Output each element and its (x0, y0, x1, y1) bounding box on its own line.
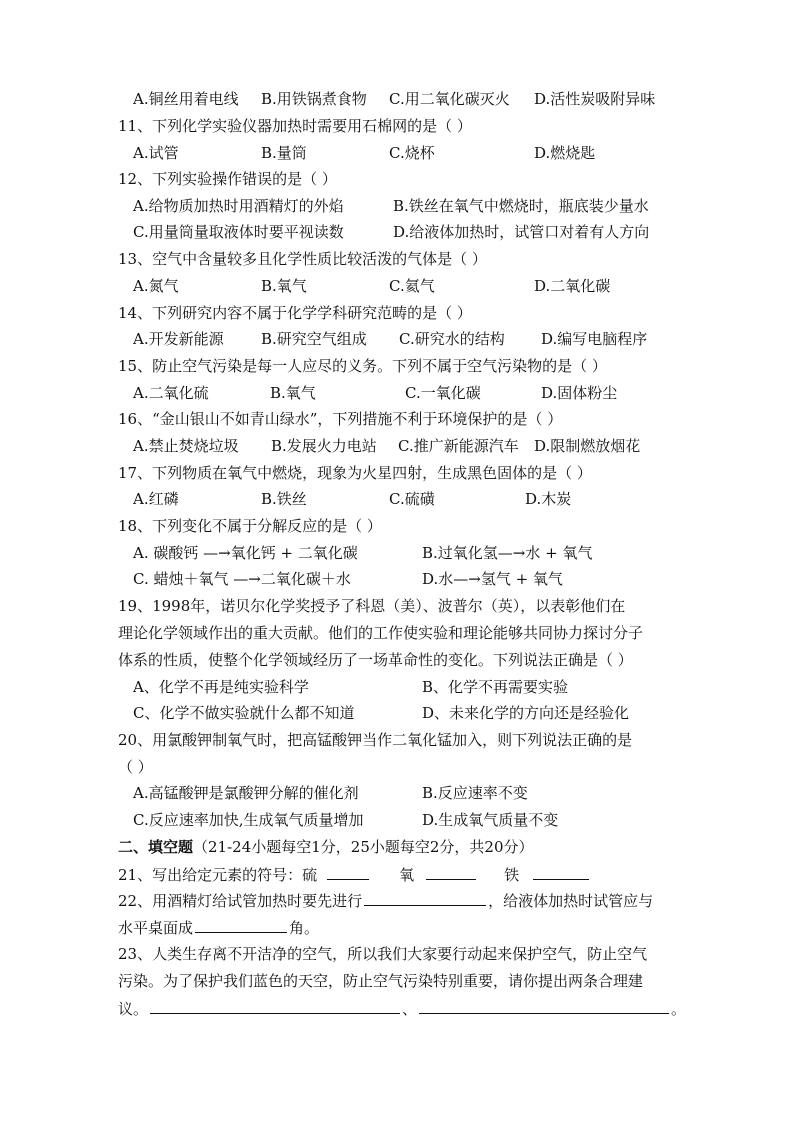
q19-option-c: C、化学不做实验就什么都不知道 (133, 704, 355, 722)
q14-option-c: C.研究水的结构 (399, 330, 505, 348)
section-2-note: （21-24小题每空1分，25小题每空2分，共20分） (193, 838, 534, 856)
q23-line-1: 23、人类生存离不开洁净的空气，所以我们大家要行动起来保护空气，防止空气 (118, 945, 648, 963)
q20-line-1: 20、用氯酸钾制氧气时，把高锰酸钾当作二氧化锰加入，则下列说法正确的是 (118, 731, 633, 749)
q16-option-d: D.限制燃放烟花 (534, 437, 641, 455)
q15-option-a: A.二氧化硫 (133, 384, 209, 402)
q12-option-c: C.用量筒量取液体时要平视读数 (133, 223, 344, 241)
q13-option-a: A.氮气 (133, 277, 179, 295)
section-2-title: 二、填空题 (118, 838, 194, 856)
q20-option-c: C.反应速率加快,生成氧气质量增加 (133, 811, 364, 829)
q23-suggestion-2-blank[interactable] (419, 998, 669, 1014)
q13-option-b: B.氧气 (261, 277, 307, 295)
q22-part3: 水平桌面成 (118, 919, 194, 937)
q21-sulfur-blank[interactable] (327, 864, 369, 880)
q19-line-1: 19、1998年，诺贝尔化学奖授予了科恩（美）、波普尔（英），以表彰他们在 (118, 597, 626, 615)
q18-text: 18、下列变化不属于分解反应的是（ ） (118, 517, 382, 535)
q18-options-row2 (133, 569, 693, 589)
q11-option-b: B.量筒 (261, 144, 307, 162)
q21-iron-label: 铁 (504, 866, 520, 884)
q14-option-d: D.编写电脑程序 (541, 330, 648, 348)
q14-option-b: B.研究空气组成 (261, 330, 367, 348)
q19-line-2: 理论化学领域作出的重大贡献。他们的工作使实验和理论能够共同协力探讨分子 (118, 624, 644, 642)
q21-oxygen-blank[interactable] (426, 864, 476, 880)
q14-text: 14、下列研究内容不属于化学学科研究范畴的是（ ） (118, 304, 472, 322)
q10-options (133, 89, 693, 109)
q12-text: 12、下列实验操作错误的是（ ） (118, 170, 337, 188)
q21-line (118, 864, 591, 884)
q20-option-b: B.反应速率不变 (422, 784, 528, 802)
q11-text: 11、下列化学实验仪器加热时需要用石棉网的是（ ） (118, 117, 472, 135)
q23-suggestion-1-blank[interactable] (150, 998, 400, 1014)
q11-option-d: D.燃烧匙 (534, 144, 596, 162)
q19-options-row2 (133, 703, 693, 723)
q20-option-a: A.高锰酸钾是氯酸钾分解的催化剂 (133, 784, 359, 802)
q17-option-c: C.硫磺 (389, 490, 435, 508)
q20-line-2: （ ） (118, 758, 153, 776)
q19-options-row1 (133, 677, 693, 697)
q19-option-b: B、化学不再需要实验 (422, 678, 569, 696)
q21-prefix: 21、写出给定元素的符号：硫 (118, 866, 318, 884)
q22-part4: 角。 (289, 919, 320, 937)
q13-option-d: D.二氧化碳 (534, 277, 611, 295)
q21-oxygen-label: 氧 (399, 866, 415, 884)
q10-option-b: B.用铁锅煮食物 (261, 90, 367, 108)
q23-line-3 (118, 998, 686, 1018)
q17-text: 17、下列物质在氧气中燃烧，现象为火星四射，生成黑色固体的是（ ） (118, 464, 592, 482)
q18-option-a: A. 碳酸钙 —→氧化钙 + 二氧化碳 (133, 544, 358, 562)
q22-angle-blank[interactable] (195, 917, 287, 933)
q17-option-d: D.木炭 (525, 490, 572, 508)
q17-options (133, 489, 693, 509)
q19-line-3: 体系的性质，使整个化学领域经历了一场革命性的变化。下列说法正确是（ ） (118, 651, 633, 669)
q22-part1: 22、用酒精灯给试管加热时要先进行 (118, 892, 363, 910)
q13-option-c: C.氦气 (389, 277, 435, 295)
q10-option-a: A.铜丝用着电线 (133, 90, 239, 108)
q19-option-a: A、化学不再是纯实验科学 (133, 678, 309, 696)
q20-options-row2 (133, 810, 693, 830)
q18-options-row1 (133, 543, 693, 563)
q15-options (133, 383, 693, 403)
q23-line-2: 污染。为了保护我们蓝色的天空，防止空气污染特别重要，请你提出两条合理建 (118, 972, 644, 990)
q17-option-b: B.铁丝 (261, 490, 307, 508)
q16-text: 16、“金山银山不如青山绿水”，下列措施不利于环境保护的是（ ） (118, 410, 563, 428)
q11-options (133, 143, 693, 163)
q15-text: 15、防止空气污染是每一人应尽的义务。下列不属于空气污染物的是（ ） (118, 357, 607, 375)
q10-option-d: D.活性炭吸附异味 (534, 90, 656, 108)
q22-line-1 (118, 890, 653, 910)
q12-option-b: B.铁丝在氧气中燃烧时，瓶底装少量水 (393, 197, 649, 215)
q22-part2: ，给液体加热时试管应与 (488, 892, 654, 910)
q14-options (133, 329, 693, 349)
q18-option-c: C. 蜡烛＋氧气 —→二氧化碳＋水 (133, 570, 351, 588)
q11-option-c: C.烧杯 (389, 144, 435, 162)
q15-option-b: B.氧气 (270, 384, 316, 402)
q16-option-a: A.禁止焚烧垃圾 (133, 437, 239, 455)
q23-last-prefix: 议。 (118, 1000, 149, 1018)
q15-option-d: D.固体粉尘 (541, 384, 618, 402)
q20-options-row1 (133, 783, 693, 803)
q18-option-d: D.水—→氢气 + 氧气 (422, 570, 563, 588)
q18-option-b: B.过氧化氢—→水 + 氧气 (422, 544, 593, 562)
q12-option-a: A.给物质加热时用酒精灯的外焰 (133, 197, 344, 215)
q12-options-row1 (133, 196, 693, 216)
q21-iron-blank[interactable] (533, 864, 589, 880)
q16-option-b: B.发展火力电站 (271, 437, 377, 455)
q15-option-c: C.一氧化碳 (405, 384, 481, 402)
q23-separator: 、 (402, 1000, 418, 1018)
q16-option-c: C.推广新能源汽车 (398, 437, 519, 455)
q23-end-mark: 。 (671, 1000, 687, 1018)
q22-first-blank[interactable] (364, 890, 486, 906)
q10-option-c: C.用二氧化碳灭火 (389, 90, 510, 108)
q19-option-d: D、未来化学的方向还是经验化 (422, 704, 630, 722)
section-2-heading (118, 837, 534, 857)
q14-option-a: A.开发新能源 (133, 330, 224, 348)
q22-line-2 (118, 917, 319, 937)
q17-option-a: A.红磷 (133, 490, 179, 508)
q13-text: 13、空气中含量较多且化学性质比较活泼的气体是（ ） (118, 250, 487, 268)
q12-options-row2 (133, 222, 693, 242)
q13-options (133, 276, 693, 296)
q12-option-d: D.给液体加热时，试管口对着有人方向 (393, 223, 650, 241)
q11-option-a: A.试管 (133, 144, 179, 162)
q16-options (133, 436, 693, 456)
q20-option-d: D.生成氧气质量不变 (422, 811, 559, 829)
